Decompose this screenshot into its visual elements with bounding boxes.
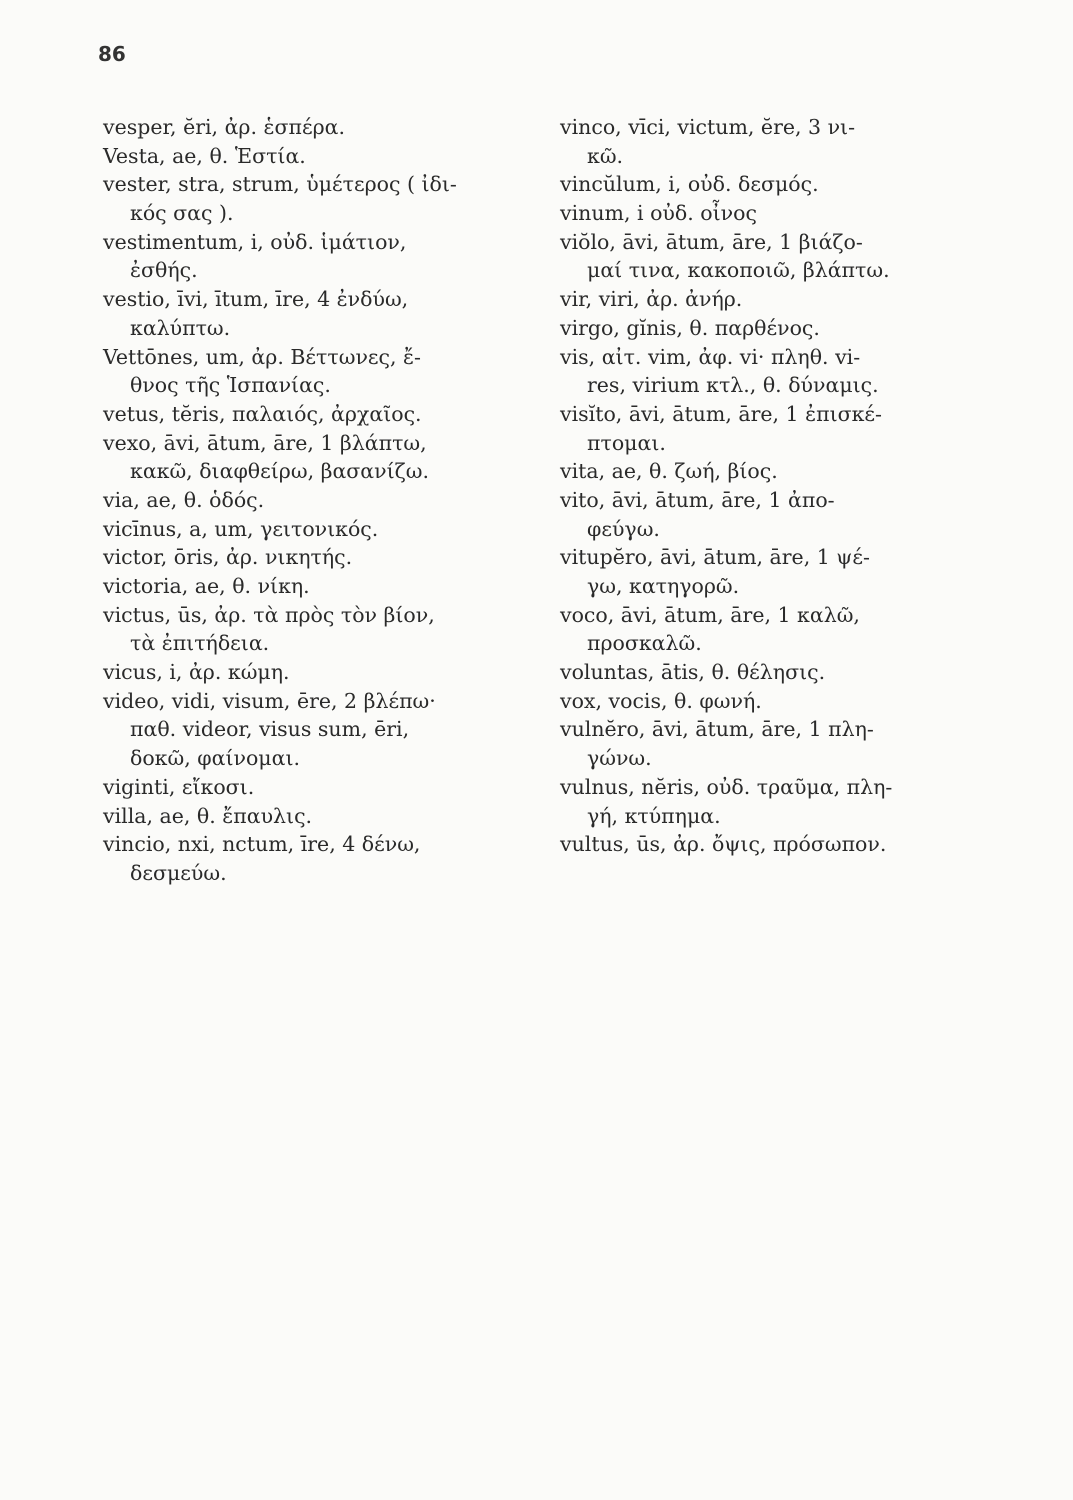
entry-continuation-line: τὰ ἐπιτήδεια. xyxy=(130,631,270,656)
entry-line: Vesta, ae, θ. Ἑστία. xyxy=(103,143,306,168)
entry-line: vicus, i, ἀρ. κώμη. xyxy=(103,660,290,685)
entry-continuation-line: δεσμεύω. xyxy=(130,860,227,885)
entry-line: viginti, εἴκοσι. xyxy=(103,774,255,799)
entry-continuation-line: κῶ. xyxy=(587,143,624,168)
entry-line: voco, āvi, ātum, āre, 1 καλῶ, xyxy=(560,602,860,627)
entry-line: via, ae, θ. ὁδός. xyxy=(103,487,265,512)
entry-continuation-line: γω, κατηγορῶ. xyxy=(587,574,740,598)
entry-line: vincŭlum, i, οὐδ. δεσμός. xyxy=(560,172,819,197)
entry-line: vincio, nxi, nctum, īre, 4 δένω, xyxy=(103,832,421,857)
entry-continuation-line: δοκῶ, φαίνομαι. xyxy=(130,746,301,771)
entry-line: vestio, īvi, ītum, īre, 4 ἐνδύω, xyxy=(103,287,409,312)
entry-continuation-line: κός σας ). xyxy=(130,201,234,226)
entry-continuation-line: προσκαλῶ. xyxy=(587,631,702,656)
entry-line: vis, αἰτ. vim, ἀφ. vi· πληθ. vi- xyxy=(560,344,861,369)
entry-line: visĭto, āvi, ātum, āre, 1 ἐπισκέ- xyxy=(560,401,882,426)
entry-line: vita, ae, θ. ζωή, βίος. xyxy=(560,459,778,484)
entry-continuation-line: ἐσθής. xyxy=(130,258,198,283)
entry-line: vicīnus, a, um, γειτονικός. xyxy=(103,516,379,541)
entry-line: video, vidi, visum, ēre, 2 βλέπω· xyxy=(103,688,436,713)
entry-continuation-line: καλύπτω. xyxy=(130,315,231,340)
entry-line: vultus, ūs, ἀρ. ὄψις, πρόσωπον. xyxy=(560,832,887,857)
entry-line: vester, stra, strum, ὑμέτερος ( ἰδι- xyxy=(103,172,457,197)
entry-line: viŏlo, āvi, ātum, āre, 1 βιάζο- xyxy=(560,229,863,254)
entry-continuation-line: κακῶ, διαφθείρω, βασανίζω. xyxy=(130,459,429,484)
right-column xyxy=(560,113,990,859)
entry-line: vestimentum, i, οὐδ. ἱμάτιον, xyxy=(103,229,407,254)
entry-continuation-line: φεύγω. xyxy=(587,516,660,541)
entry-line: victoria, ae, θ. νίκη. xyxy=(103,574,310,598)
entry-line: vexo, āvi, ātum, āre, 1 βλάπτω, xyxy=(103,430,427,455)
entry-continuation-line: πτομαι. xyxy=(587,430,666,455)
entry-line: vulnĕro, āvi, ātum, āre, 1 πλη- xyxy=(560,717,874,742)
entry-line: vetus, tĕris, παλαιός, ἀρχαῖος. xyxy=(103,401,422,426)
entry-line: victus, ūs, ἀρ. τὰ πρὸς τὸν βίον, xyxy=(103,602,435,627)
entry-continuation-line: γή, κτύπημα. xyxy=(587,803,721,828)
entry-line: vulnus, nĕris, οὐδ. τραῦμα, πλη- xyxy=(560,774,893,799)
entry-continuation-line: γώνω. xyxy=(587,746,652,771)
left-column xyxy=(103,113,543,888)
entry-line: voluntas, ātis, θ. θέλησις. xyxy=(560,660,826,685)
page-number: 86 xyxy=(98,42,126,66)
entry-continuation-line: παθ. videor, visus sum, ēri, xyxy=(130,717,410,742)
entry-continuation-line: θνος τῆς Ἱσπανίας. xyxy=(130,373,331,398)
entry-line: vesper, ĕri, ἀρ. ἑσπέρα. xyxy=(103,115,346,139)
entry-line: vitupĕro, āvi, ātum, āre, 1 ψέ- xyxy=(560,545,870,570)
entry-line: vir, viri, ἀρ. ἀνήρ. xyxy=(560,287,743,312)
entry-line: vinum, i οὐδ. οἶνος xyxy=(560,201,757,226)
entry-line: vinco, vīci, victum, ĕre, 3 νι- xyxy=(560,115,856,139)
entry-line: victor, ōris, ἀρ. νικητής. xyxy=(103,545,353,570)
entry-line: virgo, gĭnis, θ. παρθένος. xyxy=(560,315,820,340)
entry-line: vito, āvi, ātum, āre, 1 ἀπο- xyxy=(560,487,835,512)
entry-line: vox, vocis, θ. φωνή. xyxy=(560,688,762,713)
entry-line: villa, ae, θ. ἔπαυλις. xyxy=(103,803,313,828)
entry-line: Vettōnes, um, ἀρ. Βέττωνες, ἔ- xyxy=(103,344,421,369)
entry-continuation-line: μαί τινα, κακοποιῶ, βλάπτω. xyxy=(587,258,890,283)
entry-continuation-line: res, virium κτλ., θ. δύναμις. xyxy=(587,373,879,398)
